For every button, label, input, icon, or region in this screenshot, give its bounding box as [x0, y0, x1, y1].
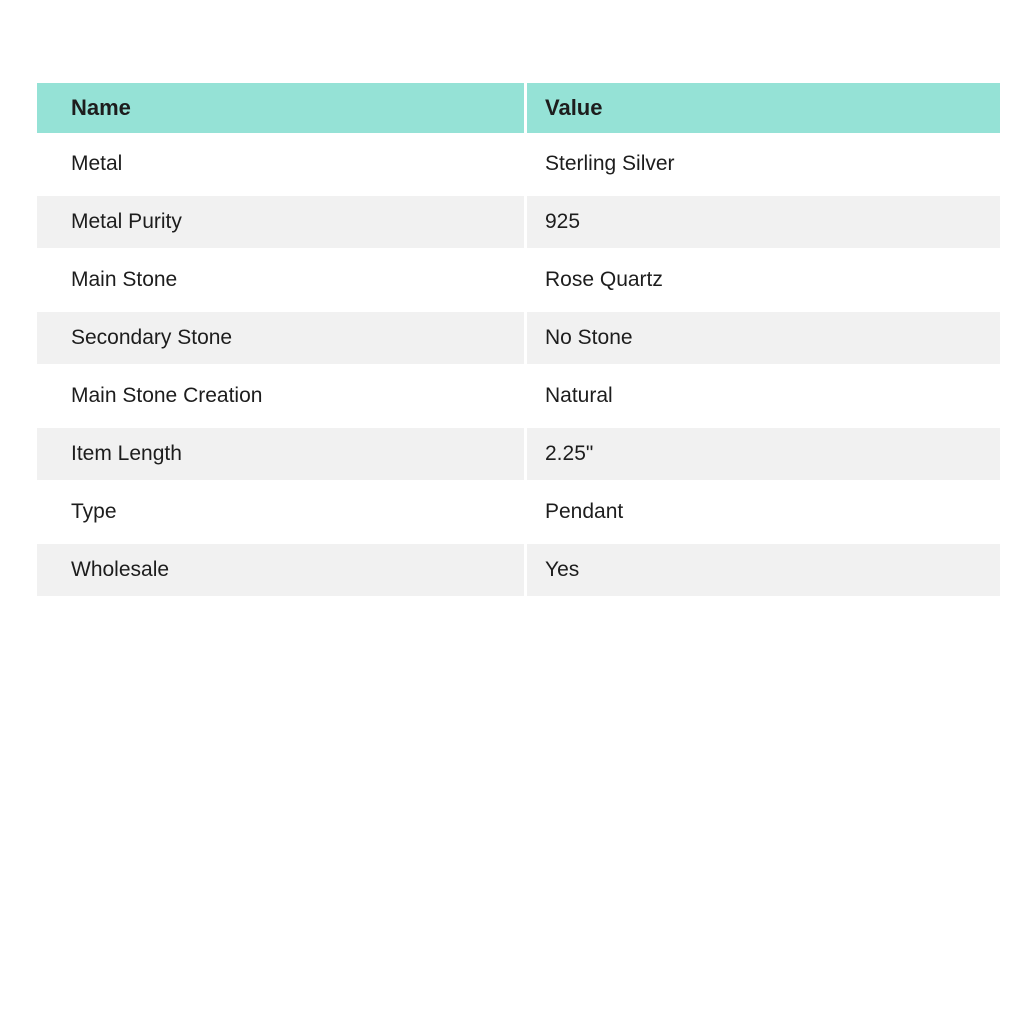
attribute-name-cell: Main Stone — [37, 249, 524, 307]
attribute-value-cell: No Stone — [524, 307, 1000, 365]
attribute-value-cell: Pendant — [524, 481, 1000, 539]
table-row — [37, 539, 1000, 597]
column-header-value: Value — [524, 83, 1000, 133]
table-header — [37, 83, 1000, 133]
table-row — [37, 365, 1000, 423]
attribute-name-cell: Metal Purity — [37, 191, 524, 249]
attribute-value-cell: Rose Quartz — [524, 249, 1000, 307]
item-specifics-table — [37, 83, 1000, 597]
attribute-value-cell: Sterling Silver — [524, 133, 1000, 191]
table-body — [37, 133, 1000, 597]
table-row — [37, 423, 1000, 481]
attribute-value-cell: Yes — [524, 539, 1000, 597]
attribute-value-cell: Natural — [524, 365, 1000, 423]
attribute-value-cell: 925 — [524, 191, 1000, 249]
table-row — [37, 191, 1000, 249]
column-header-name: Name — [37, 83, 524, 133]
table-row — [37, 133, 1000, 191]
table-row — [37, 249, 1000, 307]
attribute-name-cell: Metal — [37, 133, 524, 191]
attribute-table — [37, 83, 1000, 597]
attribute-name-cell: Wholesale — [37, 539, 524, 597]
table-row — [37, 307, 1000, 365]
header-row — [37, 83, 1000, 133]
attribute-name-cell: Secondary Stone — [37, 307, 524, 365]
attribute-name-cell: Type — [37, 481, 524, 539]
attribute-name-cell: Item Length — [37, 423, 524, 481]
attribute-value-cell: 2.25" — [524, 423, 1000, 481]
attribute-name-cell: Main Stone Creation — [37, 365, 524, 423]
table-row — [37, 481, 1000, 539]
